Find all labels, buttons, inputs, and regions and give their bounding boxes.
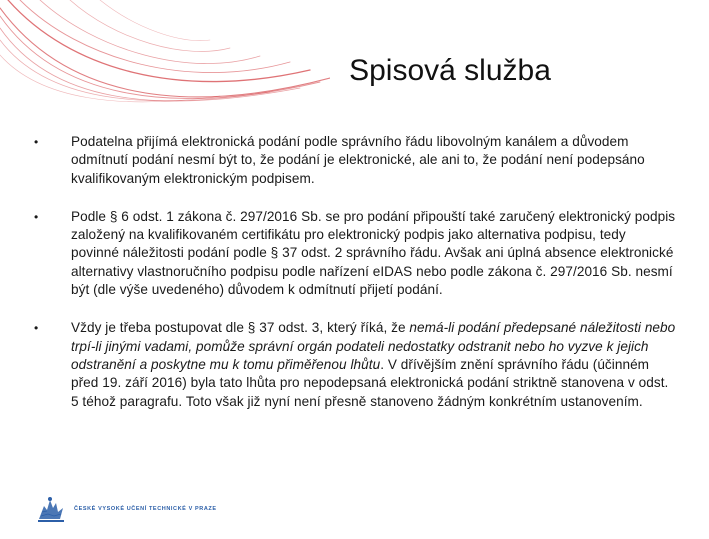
bullet-text-quote: nemá-li podání předepsané náležitosti nebo trpí-li jinými vadami, pomůže správní orgán podateli nedostatky odstranit nebo ho vyzve k jejich odstranění a poskytne mu k tomu přiměřenou lhůtu <box>71 320 676 372</box>
bullet-text <box>71 133 676 188</box>
bullet-text <box>71 319 676 410</box>
bullet-list <box>34 133 676 411</box>
slide-title: Spisová služba <box>349 54 551 87</box>
bullet-item <box>34 133 676 188</box>
bullet-item <box>34 319 676 410</box>
bullet-dot-icon: • <box>34 209 39 224</box>
bullet-text-segment: Podle § 6 odst. 1 zákona č. 297/2016 Sb. se pro podání připouští také zaručený elektronický podpis založený na kvalifikovaném certifikátu pro elektronický podpis jako alternativa podpisu, tedy povinné náležitosti podání podle § 37 odst. 2 správního řádu. Avšak ani úplná absence elektronické alternativy vlastnoručního podpisu podle nařízení eIDAS nebo podle zákona č. 297/2016 Sb. nesmí být (dle výše uvedeného) důvodem k odmítnutí přijetí podání. <box>71 208 676 298</box>
bullet-text-segment: Vždy je třeba postupovat dle § 37 odst. 3, který říká, že <box>71 320 410 336</box>
university-logo <box>36 494 217 524</box>
decorative-swirl <box>0 0 330 130</box>
bullet-item <box>34 208 676 299</box>
bullet-text <box>71 208 676 299</box>
bullet-dot-icon: • <box>34 321 39 336</box>
bullet-text-segment: Podatelna přijímá elektronická podání podle správního řádu libovolným kanálem a důvodem odmítnutí podání nesmí být to, že podání je elektronické, ale ani to, že podání není podepsáno kvalifikovaným elektronickým podpisem. <box>71 134 645 186</box>
bullet-text-segment: . V dřívějším znění správního řádu (účinném před 19. září 2016) byla tato lhůta pro nepodepsaná elektronická podání striktně stanovena v odst. 5 téhož paragrafu. Toto však již nyní není přesně stanoveno žádným konkrétním ustanovením. <box>71 356 669 409</box>
lion-emblem-icon <box>36 494 66 524</box>
university-name: ČESKÉ VYSOKÉ UČENÍ TECHNICKÉ V PRAZE <box>74 506 217 512</box>
bullet-dot-icon: • <box>34 135 39 149</box>
